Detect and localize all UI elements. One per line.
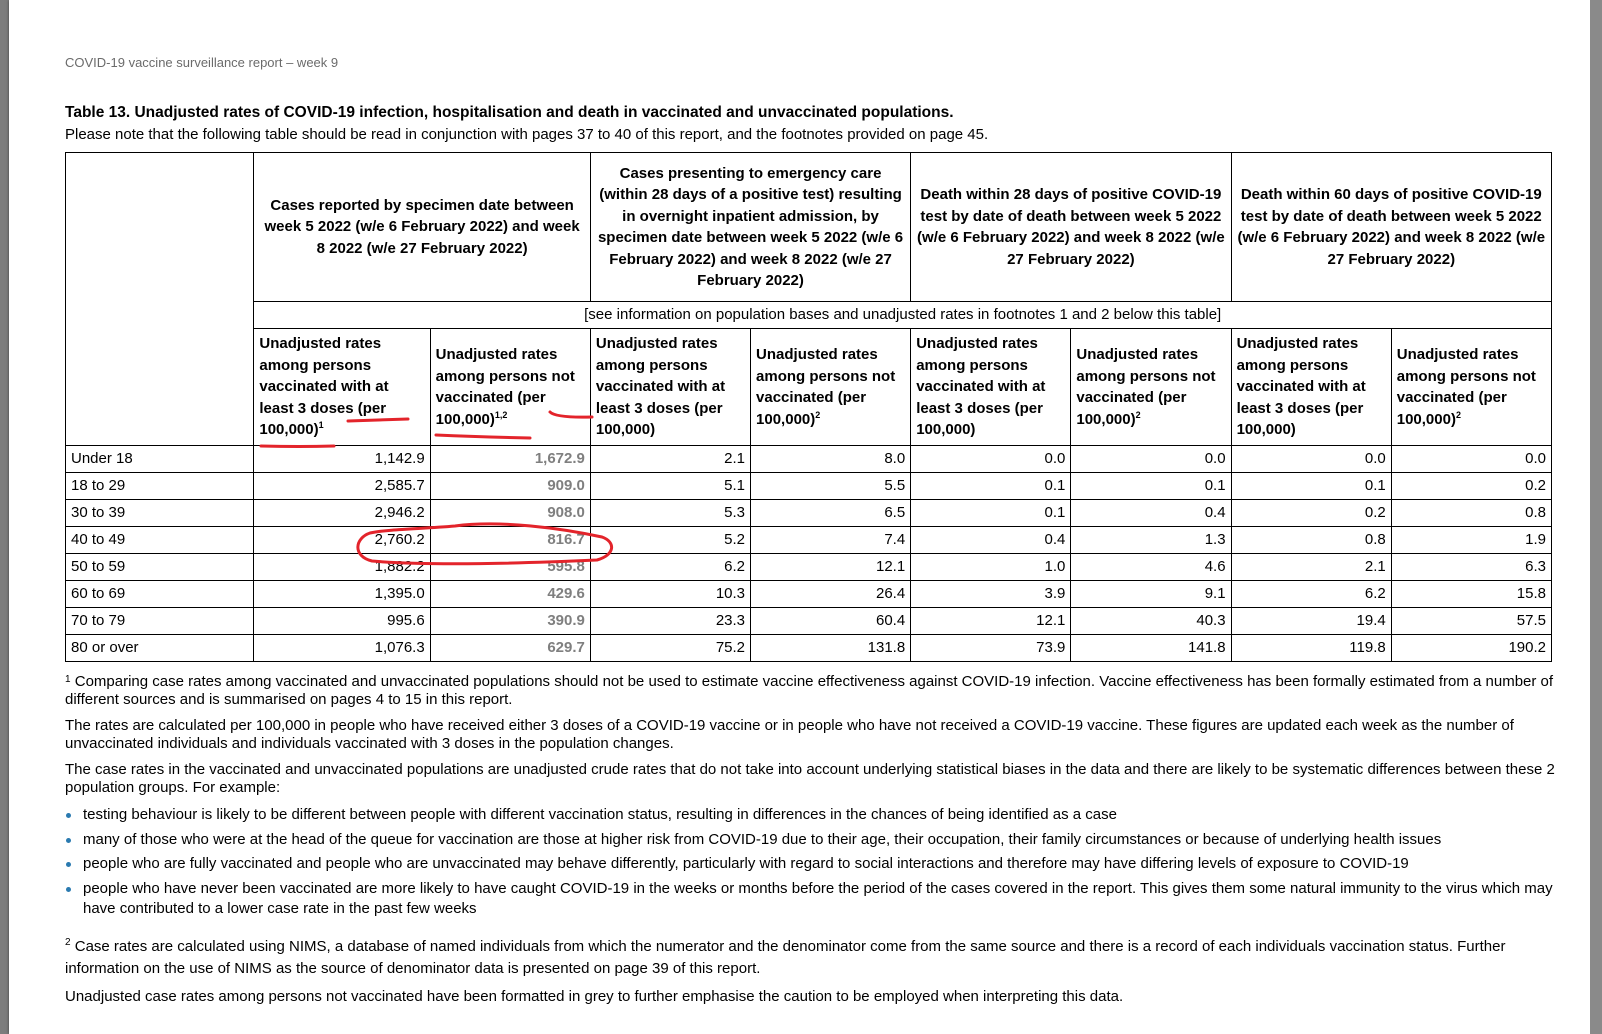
- rate-cell: 6.2: [1231, 581, 1391, 608]
- subheader-deaths28-not-vaccinated: Unadjusted rates among persons not vaccinated (per 100,000)$^2$: [1071, 329, 1231, 446]
- table-row: [66, 473, 1552, 500]
- table-row: [66, 608, 1552, 635]
- rate-cell: 19.4: [1231, 608, 1391, 635]
- rate-cell: 5.5: [751, 473, 911, 500]
- rate-cell: 0.1: [911, 500, 1071, 527]
- rate-cell: 0.1: [1071, 473, 1231, 500]
- age-band-cell: 40 to 49: [66, 527, 254, 554]
- rate-cell: 5.1: [590, 473, 750, 500]
- group-header-cases: Cases reported by specimen date between week 5 2022 (w/e 6 February 2022) and week 8 2022 (w/e 27 February 2022): [254, 153, 590, 302]
- group-header-deaths-60: Death within 60 days of positive COVID-19 test by date of death between week 5 2022 (w/e 6 February 2022) and week 8 2022 (w/e 27 February 2022): [1231, 153, 1551, 302]
- table-row: [66, 446, 1552, 473]
- rate-cell: 6.5: [751, 500, 911, 527]
- age-band-cell: 70 to 79: [66, 608, 254, 635]
- rate-cell: 1,672.9: [430, 446, 590, 473]
- footnote-1: $^1$ Comparing case rates among vaccinated and unvaccinated populations should not be used to estimate vaccine effectiveness against COVID-19 infection. Vaccine effectiveness has been formally estimated from a number of different sources and is summarised on pages 4 to 15 in this report.: [65, 673, 1554, 708]
- rate-cell: 6.3: [1391, 554, 1551, 581]
- rate-cell: 4.6: [1071, 554, 1231, 581]
- rate-cell: 0.0: [1391, 446, 1551, 473]
- age-header-cell: [66, 153, 254, 446]
- table-row: [66, 581, 1552, 608]
- subheader-cases-not-vaccinated: Unadjusted rates among persons not vaccinated (per 100,000)$^{1,2}$: [430, 329, 590, 446]
- rate-cell: 909.0: [430, 473, 590, 500]
- rate-cell: 390.9: [430, 608, 590, 635]
- grey-format-note: Unadjusted case rates among persons not vaccinated have been formatted in grey to further emphasise the caution to be employed when interpreting this data.: [65, 987, 1124, 1005]
- rate-cell: 0.4: [911, 527, 1071, 554]
- document-page: [9, 0, 1590, 1034]
- rate-cell: 1.3: [1071, 527, 1231, 554]
- running-header: COVID-19 vaccine surveillance report – week 9: [65, 55, 339, 70]
- rate-cell: 23.3: [590, 608, 750, 635]
- table-note: Please note that the following table should be read in conjunction with pages 37 to 40 of this report, and the footnotes provided on page 45.: [65, 126, 989, 143]
- rate-cell: 5.2: [590, 527, 750, 554]
- age-band-cell: 50 to 59: [66, 554, 254, 581]
- subheader-deaths60-vaccinated: Unadjusted rates among persons vaccinated with at least 3 doses (per 100,000): [1231, 329, 1391, 446]
- list-item: people who have never been vaccinated are more likely to have caught COVID-19 in the weeks or months before the period of the cases covered in the report. This gives them some natural immunity to the virus which may have contributed to a lower case rate in the past few weeks: [83, 879, 1555, 920]
- rate-cell: 0.4: [1071, 500, 1231, 527]
- rate-cell: 0.2: [1391, 473, 1551, 500]
- list-item: people who are fully vaccinated and people who are unvaccinated may behave differently, particularly with regard to social interactions and therefore may have differing levels of exposure to COVID-19: [83, 854, 1555, 875]
- rate-cell: 1,395.0: [254, 581, 430, 608]
- rate-cell: 6.2: [590, 554, 750, 581]
- rate-cell: 2,946.2: [254, 500, 430, 527]
- rates-table: [65, 152, 1552, 662]
- rate-cell: 119.8: [1231, 635, 1391, 662]
- subheader-cases-vaccinated: Unadjusted rates among persons vaccinated with at least 3 doses (per 100,000)$^1$: [254, 329, 430, 446]
- footnote-2: $^2$ Case rates are calculated using NIMS, a database of named individuals from which the numerator and the denominator come from the same source and there is a record of each individuals vaccination status. Further information on the use of NIMS as the source of denominator data is presented on page 39 of this report.: [65, 936, 1506, 977]
- list-item: testing behaviour is likely to be different between people with different vaccination status, resulting in differences in the chances of being identified as a case: [83, 805, 1555, 826]
- rate-cell: 0.0: [1071, 446, 1231, 473]
- table-row: [66, 635, 1552, 662]
- age-band-cell: 30 to 39: [66, 500, 254, 527]
- population-note: [see information on population bases and unadjusted rates in footnotes 1 and 2 below this table]: [254, 302, 1552, 329]
- rate-cell: 0.8: [1231, 527, 1391, 554]
- rate-cell: 1,882.2: [254, 554, 430, 581]
- paragraph-rates: The rates are calculated per 100,000 in people who have received either 3 doses of a COVID-19 vaccine or in people who have not received a COVID-19 vaccine. These figures are updated each week as the number of unvaccinated individuals and individuals vaccinated with 3 doses in the population changes.: [65, 717, 1514, 752]
- rate-cell: 0.1: [1231, 473, 1391, 500]
- rate-cell: 816.7: [430, 527, 590, 554]
- rate-cell: 5.3: [590, 500, 750, 527]
- list-item: many of those who were at the head of the queue for vaccination are those at higher risk from COVID-19 due to their age, their occupation, their family circumstances or because of underlying health issues: [83, 830, 1555, 851]
- rate-cell: 1,076.3: [254, 635, 430, 662]
- rate-cell: 26.4: [751, 581, 911, 608]
- rate-cell: 1,142.9: [254, 446, 430, 473]
- footnotes: [65, 673, 1555, 1014]
- rate-cell: 3.9: [911, 581, 1071, 608]
- rate-cell: 40.3: [1071, 608, 1231, 635]
- viewer-scroll-edge: [1590, 0, 1602, 1034]
- rate-cell: 8.0: [751, 446, 911, 473]
- paragraph-biases: The case rates in the vaccinated and unvaccinated populations are unadjusted crude rates that do not take into account underlying statistical biases in the data and there are likely to be systematic differences between these 2 population groups. For example:: [65, 761, 1555, 796]
- rate-cell: 57.5: [1391, 608, 1551, 635]
- table-row: [66, 500, 1552, 527]
- rate-cell: 141.8: [1071, 635, 1231, 662]
- table-row: [66, 527, 1552, 554]
- rate-cell: 995.6: [254, 608, 430, 635]
- age-band-cell: Under 18: [66, 446, 254, 473]
- rate-cell: 60.4: [751, 608, 911, 635]
- group-header-deaths-28: Death within 28 days of positive COVID-19 test by date of death between week 5 2022 (w/e 6 February 2022) and week 8 2022 (w/e 27 February 2022): [911, 153, 1231, 302]
- rate-cell: 2,760.2: [254, 527, 430, 554]
- table-body: [66, 446, 1552, 662]
- rate-cell: 908.0: [430, 500, 590, 527]
- rate-cell: 12.1: [911, 608, 1071, 635]
- rate-cell: 1.0: [911, 554, 1071, 581]
- rate-cell: 190.2: [1391, 635, 1551, 662]
- subheader-admissions-vaccinated: Unadjusted rates among persons vaccinated with at least 3 doses (per 100,000): [590, 329, 750, 446]
- rate-cell: 0.1: [911, 473, 1071, 500]
- rate-cell: 2.1: [590, 446, 750, 473]
- rate-cell: 15.8: [1391, 581, 1551, 608]
- age-band-cell: 60 to 69: [66, 581, 254, 608]
- subheader-deaths28-vaccinated: Unadjusted rates among persons vaccinated with at least 3 doses (per 100,000): [911, 329, 1071, 446]
- table-title: Table 13. Unadjusted rates of COVID-19 infection, hospitalisation and death in vaccinated and unvaccinated populations.: [65, 104, 954, 121]
- rate-cell: 2.1: [1231, 554, 1391, 581]
- rate-cell: 0.0: [1231, 446, 1391, 473]
- subheader-deaths60-not-vaccinated: Unadjusted rates among persons not vaccinated (per 100,000)$^2$: [1391, 329, 1551, 446]
- rate-cell: 2,585.7: [254, 473, 430, 500]
- rate-cell: 0.8: [1391, 500, 1551, 527]
- table-row: [66, 554, 1552, 581]
- rate-cell: 10.3: [590, 581, 750, 608]
- rate-cell: 9.1: [1071, 581, 1231, 608]
- rate-cell: 0.2: [1231, 500, 1391, 527]
- rate-cell: 7.4: [751, 527, 911, 554]
- rate-cell: 12.1: [751, 554, 911, 581]
- age-band-cell: 80 or over: [66, 635, 254, 662]
- bias-list: [65, 805, 1555, 920]
- rate-cell: 1.9: [1391, 527, 1551, 554]
- rate-cell: 0.0: [911, 446, 1071, 473]
- subheader-admissions-not-vaccinated: Unadjusted rates among persons not vaccinated (per 100,000)$^2$: [751, 329, 911, 446]
- rate-cell: 131.8: [751, 635, 911, 662]
- group-header-admissions: Cases presenting to emergency care (within 28 days of a positive test) resulting in overnight inpatient admission, by specimen date between week 5 2022 (w/e 6 February 2022) and week 8 2022 (w/e 27 February 2022): [590, 153, 910, 302]
- rate-cell: 73.9: [911, 635, 1071, 662]
- age-band-cell: 18 to 29: [66, 473, 254, 500]
- rate-cell: 595.8: [430, 554, 590, 581]
- rate-cell: 429.6: [430, 581, 590, 608]
- rate-cell: 75.2: [590, 635, 750, 662]
- rate-cell: 629.7: [430, 635, 590, 662]
